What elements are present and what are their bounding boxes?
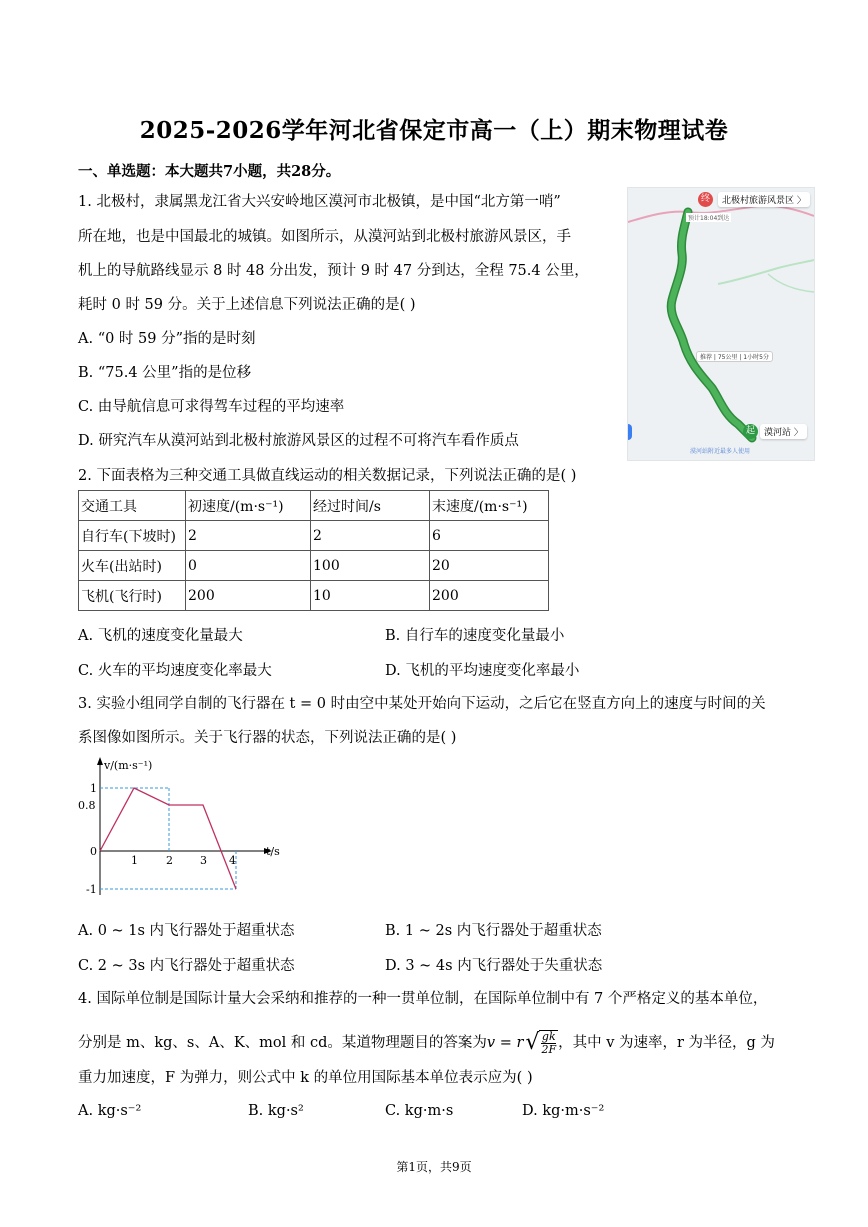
q4-option-d: D. kg·m·s⁻²	[522, 1103, 605, 1119]
q4-line-2-post: ，其中 v 为速率，r 为半径，g 为	[558, 1035, 775, 1051]
navigation-map-image	[627, 187, 815, 461]
q4-line-2	[78, 1030, 775, 1056]
start-marker-icon: 起	[743, 424, 758, 439]
q2-option-c: C. 火车的平均速度变化率最大	[78, 663, 272, 679]
velocity-time-graph	[78, 755, 298, 907]
table-header-cell: 初速度/(m·s⁻¹)	[186, 491, 311, 521]
eta-label: 预计18:04到达	[688, 215, 730, 222]
q1-line-2: 所在地，也是中国最北的城镇。如图所示，从漠河站到北极村旅游风景区，手	[78, 229, 571, 245]
map-bottom-label: 漠河站附近最多人使用	[690, 448, 751, 455]
table-cell: 200	[186, 581, 311, 611]
sqrt-fraction	[539, 1030, 558, 1056]
q1-option-b: B. “75.4 公里”指的是位移	[78, 365, 252, 381]
route-summary-label: 推荐 | 75公里 | 1小时5分	[696, 351, 773, 362]
end-marker-icon: 终	[698, 192, 713, 207]
fraction-numerator: gk	[541, 1030, 556, 1043]
q1-line-3: 机上的导航路线显示 8 时 48 分出发，预计 9 时 47 分到达，全程 75.4 公里，	[78, 263, 589, 279]
q4-line-1: 4. 国际单位制是国际计量大会采纳和推荐的一种一贯单位制，在国际单位制中有 7 个严格定义的基本单位，	[78, 991, 768, 1007]
q2-option-b: B. 自行车的速度变化量最小	[385, 628, 565, 644]
graph-x-tick: 2	[166, 854, 173, 867]
q3-option-d: D. 3 ~ 4s 内飞行器处于失重状态	[385, 958, 603, 974]
graph-y-tick: 0.8	[78, 799, 96, 812]
q1-line-4: 耗时 0 时 59 分。关于上述信息下列说法正确的是( )	[78, 297, 416, 313]
table-cell: 2	[186, 521, 311, 551]
table-cell: 2	[311, 521, 430, 551]
vehicle-data-table	[78, 490, 549, 611]
page-title: 2025-2026学年河北省保定市高一（上）期末物理试卷	[139, 117, 729, 144]
q3-option-c: C. 2 ~ 3s 内飞行器处于超重状态	[78, 958, 295, 974]
table-cell: 0	[186, 551, 311, 581]
table-header-cell: 末速度/(m·s⁻¹)	[430, 491, 549, 521]
q2-option-d: D. 飞机的平均速度变化率最小	[385, 663, 580, 679]
q4-option-b: B. kg·s²	[248, 1103, 304, 1119]
table-header-cell: 交通工具	[79, 491, 186, 521]
q3-line-2: 系图像如图所示。关于飞行器的状态，下列说法正确的是( )	[78, 730, 457, 746]
fraction-denominator: 2F	[541, 1043, 557, 1056]
table-cell: 200	[430, 581, 549, 611]
q4-option-a: A. kg·s⁻²	[78, 1103, 142, 1119]
graph-x-tick: 1	[131, 854, 138, 867]
q1-option-c: C. 由导航信息可求得驾车过程的平均速率	[78, 399, 345, 415]
page-footer: 第1页，共9页	[396, 1160, 472, 1174]
q3-option-a: A. 0 ~ 1s 内飞行器处于超重状态	[78, 923, 295, 939]
graph-y-tick: 0	[90, 845, 97, 858]
table-row	[79, 521, 549, 551]
table-header-cell: 经过时间/s	[311, 491, 430, 521]
table-cell: 100	[311, 551, 430, 581]
formula-lhs: v = r	[486, 1035, 524, 1051]
q4-line-2-pre: 分别是 m、kg、s、A、K、mol 和 cd。某道物理题目的答案为	[78, 1035, 487, 1051]
table-row	[79, 581, 549, 611]
map-route-svg	[628, 188, 814, 460]
graph-y-tick: 1	[90, 782, 97, 795]
graph-y-label: v/(m·s⁻¹)	[104, 759, 153, 772]
table-cell: 飞机(飞行时)	[79, 581, 186, 611]
q1-option-a: A. “0 时 59 分”指的是时刻	[78, 331, 256, 347]
q1-line-1: 1. 北极村，隶属黑龙江省大兴安岭地区漠河市北极镇，是中国“北方第一哨”	[78, 194, 561, 210]
q4-option-c: C. kg·m·s	[385, 1103, 454, 1119]
end-label: 北极村旅游风景区 〉	[718, 192, 810, 207]
graph-y-tick: -1	[86, 883, 97, 896]
q4-line-3: 重力加速度，F 为弹力，则公式中 k 的单位用国际基本单位表示应为( )	[78, 1070, 533, 1086]
q3-option-b: B. 1 ~ 2s 内飞行器处于超重状态	[385, 923, 602, 939]
graph-x-tick: 3	[200, 854, 207, 867]
sqrt-formula	[525, 1030, 558, 1056]
table-cell: 自行车(下坡时)	[79, 521, 186, 551]
table-cell: 6	[430, 521, 549, 551]
q1-option-d: D. 研究汽车从漠河站到北极村旅游风景区的过程不可将汽车看作质点	[78, 433, 519, 449]
sqrt-icon: √	[525, 1030, 540, 1055]
graph-x-label: t/s	[266, 845, 280, 858]
table-cell: 10	[311, 581, 430, 611]
start-label: 漠河站 〉	[760, 424, 807, 439]
table-cell: 火车(出站时)	[79, 551, 186, 581]
table-cell: 20	[430, 551, 549, 581]
table-row	[79, 551, 549, 581]
section-heading: 一、单选题：本大题共7小题，共28分。	[78, 163, 341, 180]
q2-stem: 2. 下面表格为三种交通工具做直线运动的相关数据记录，下列说法正确的是( )	[78, 468, 577, 484]
q3-line-1: 3. 实验小组同学自制的飞行器在 t = 0 时由空中某处开始向下运动，之后它在竖直方向上的速度与时间的关	[78, 696, 766, 712]
graph-x-tick: 4	[229, 854, 236, 867]
q2-option-a: A. 飞机的速度变化量最大	[78, 628, 243, 644]
table-header-row	[79, 491, 549, 521]
